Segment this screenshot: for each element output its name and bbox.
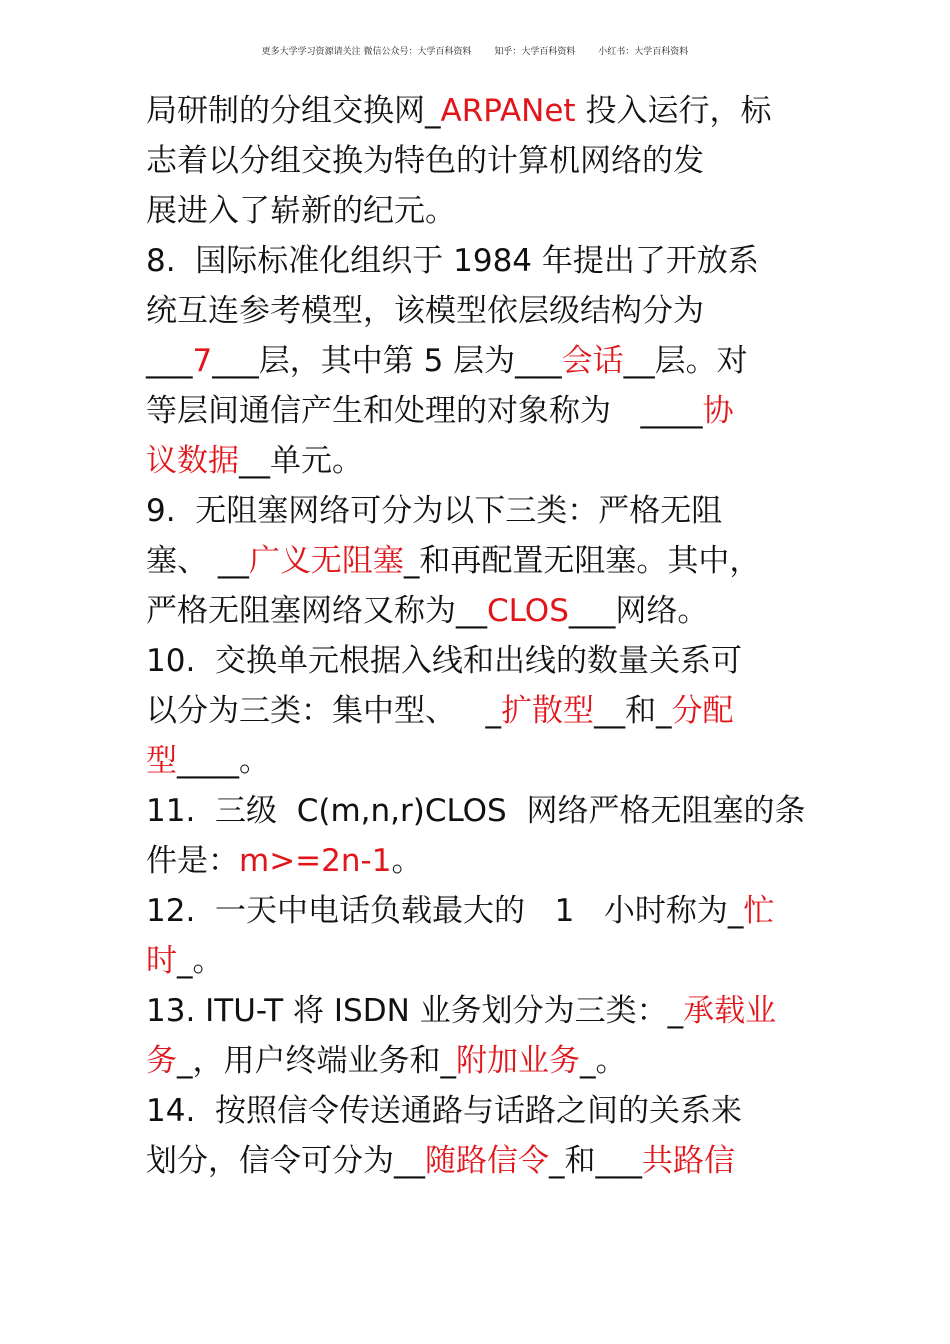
answer-text: 协 (702, 393, 734, 429)
answer-text: 分配 (671, 693, 734, 729)
text-line (146, 536, 811, 586)
text-line (146, 86, 811, 136)
question-text: ____。 (177, 743, 270, 779)
text-line (146, 436, 811, 486)
question-text: 投入运行，标 (575, 93, 772, 129)
question-text: 10. 交换单元根据入线和出线的数量关系可 (146, 643, 743, 679)
question-text: _。 (177, 943, 224, 979)
question-text: 8. 国际标准化组织于 1984 年提出了开放系 (146, 243, 759, 279)
question-text: 划分，信令可分为__ (146, 1143, 425, 1179)
answer-text: 广义无阻塞 (248, 543, 404, 579)
text-line (146, 1086, 811, 1136)
question-text: 志着以分组交换为特色的计算机网络的发 (146, 143, 704, 179)
text-line (146, 836, 811, 886)
question-text: 塞、 __ (146, 543, 249, 579)
question-text: _。 (580, 1043, 627, 1079)
text-line (146, 1136, 811, 1186)
text-line (146, 286, 811, 336)
answer-text: 附加业务 (456, 1043, 580, 1079)
text-line (146, 786, 811, 836)
answer-text: 型 (146, 743, 177, 779)
question-text: _ (425, 93, 441, 129)
question-text: 9. 无阻塞网络可分为以下三类：严格无阻 (146, 493, 723, 529)
text-line (146, 136, 811, 186)
answer-text: 务 (146, 1043, 177, 1079)
answer-text: 共路信 (642, 1143, 735, 1179)
question-text: ___层，其中第 5 层为___ (212, 343, 562, 379)
text-line (146, 336, 811, 386)
answer-text: m>=2n-1 (239, 843, 392, 879)
answer-text: 扩散型 (501, 693, 595, 729)
text-line (146, 486, 811, 536)
answer-text: 时 (146, 943, 177, 979)
document-body (146, 86, 811, 1186)
answer-text: 忙 (743, 893, 775, 929)
text-line (146, 686, 811, 736)
question-text: 14. 按照信令传送通路与话路之间的关系来 (146, 1093, 743, 1129)
text-line (146, 986, 811, 1036)
question-text: ___网络。 (568, 593, 709, 629)
text-line (146, 886, 811, 936)
page-header: 更多大学学习资源请关注 微信公众号：大学百科资料 知乎：大学百科资料 小红书：大学百科资料 (261, 47, 689, 57)
question-text: ___ (146, 343, 193, 379)
question-text: 展进入了崭新的纪元。 (146, 193, 456, 229)
question-text: _和___ (549, 1143, 642, 1179)
question-text: 件是： (146, 843, 239, 879)
question-text: 13. ITU-T 将 ISDN 业务划分为三类：_ (146, 993, 684, 1029)
question-text: __单元。 (239, 443, 363, 479)
answer-text: 会话 (561, 343, 624, 379)
question-text: 11. 三级 C(m,n,r)CLOS 网络严格无阻塞的条 (146, 793, 806, 829)
question-text: 。 (391, 843, 423, 879)
answer-text: 7 (192, 343, 213, 379)
question-text: 局研制的分组交换网 (146, 93, 425, 129)
question-text: 严格无阻塞网络又称为__ (146, 593, 487, 629)
answer-text: CLOS (487, 593, 569, 629)
question-text: 等层间通信产生和处理的对象称为 ____ (146, 393, 703, 429)
answer-text: ARPANet (440, 93, 576, 129)
question-text: 统互连参考模型，该模型依层级结构分为 (146, 293, 704, 329)
answer-text: 随路信令 (425, 1143, 549, 1179)
question-text: __和_ (594, 693, 672, 729)
question-text: 12. 一天中电话负载最大的 1 小时称为_ (146, 893, 744, 929)
text-line (146, 186, 811, 236)
question-text: 以分为三类：集中型、 _ (146, 693, 502, 729)
text-line (146, 586, 811, 636)
answer-text: 议数据 (146, 443, 239, 479)
question-text: _，用户终端业务和_ (177, 1043, 456, 1079)
text-line (146, 736, 811, 786)
question-text: __层。对 (623, 343, 748, 379)
answer-text: 承载业 (683, 993, 777, 1029)
text-line (146, 236, 811, 286)
question-text: _和再配置无阻塞。其中， (403, 543, 761, 579)
text-line (146, 386, 811, 436)
text-line (146, 1036, 811, 1086)
text-line (146, 636, 811, 686)
text-line (146, 936, 811, 986)
